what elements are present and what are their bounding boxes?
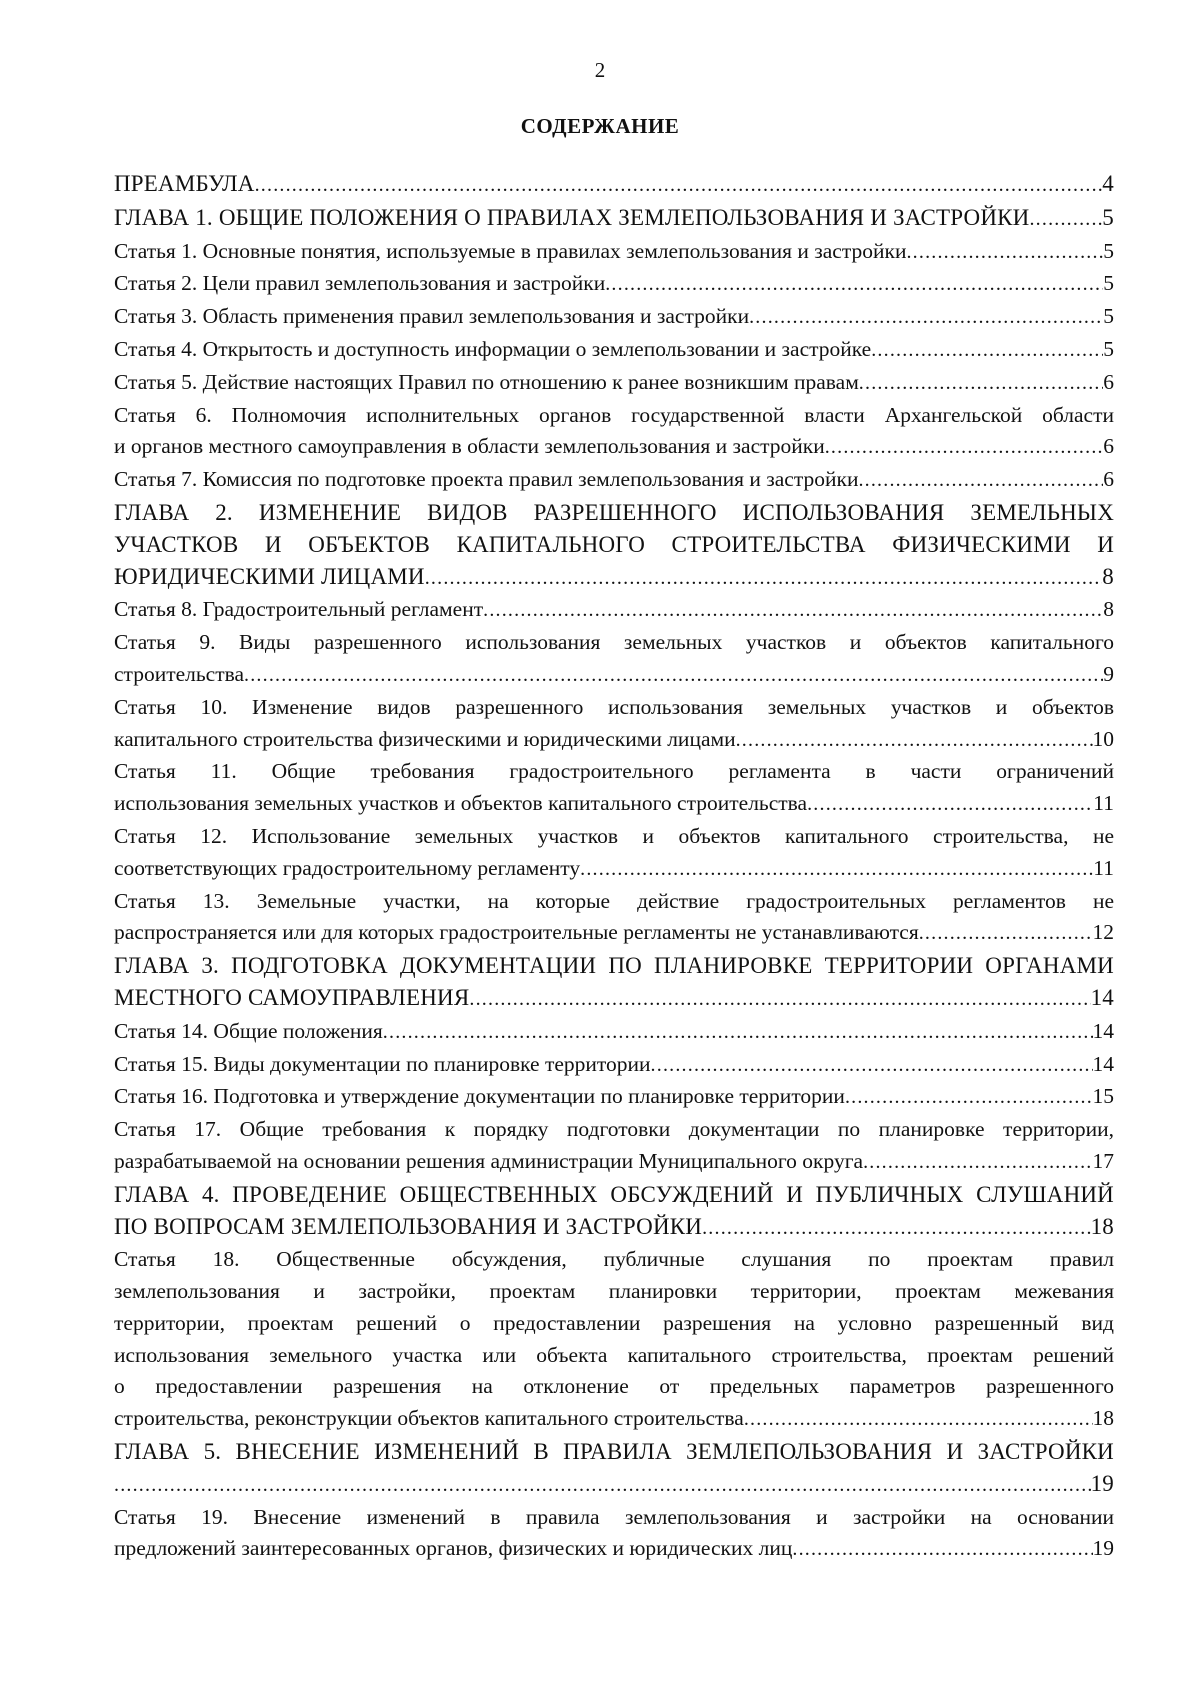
toc-entry-page-number: 4 [1102, 171, 1114, 196]
toc-entry-line: территории, проектам решений о предоставлении разрешения на условно разрешенный вид [114, 1310, 1114, 1335]
toc-entry-title: ЮРИДИЧЕСКИМИ ЛИЦАМИ [114, 563, 425, 589]
toc-entry-last-line [114, 268, 1114, 301]
toc-entry-line: ГЛАВА 3. ПОДГОТОВКА ДОКУМЕНТАЦИИ ПО ПЛАНИРОВКЕ ТЕРРИТОРИИ ОРГАНАМИ [114, 953, 1114, 979]
toc-entry[interactable] [114, 168, 1114, 202]
toc-entry-line: Статья 17. Общие требования к порядку подготовки документации по планировке территории, [114, 1117, 1114, 1142]
toc-entry[interactable] [114, 367, 1114, 400]
toc-entry[interactable] [114, 594, 1114, 627]
toc-entry[interactable] [114, 756, 1114, 821]
leader-dots [244, 660, 1103, 692]
toc-entry-line: Статья 13. Земельные участки, на которые действие градостроительных регламентов не [114, 888, 1114, 913]
toc-entry-title: Статья 8. Градостроительный регламент [114, 597, 484, 622]
toc-entry-page-number: 18 [1092, 1406, 1114, 1431]
toc-entry-last-line [114, 1049, 1114, 1082]
toc-entry-last-line [114, 1533, 1114, 1566]
toc-entry-last-line [114, 334, 1114, 367]
leader-dots [702, 1213, 1090, 1245]
leader-dots [483, 595, 1103, 627]
toc-entry-title: Статья 14. Общие положения [114, 1018, 383, 1043]
toc-entry-page-number: 5 [1103, 304, 1114, 329]
toc-entry[interactable] [114, 202, 1114, 236]
toc-entry-title: Статья 4. Открытость и доступность информации о землепользовании и застройке [114, 336, 872, 361]
toc-entry-last-line [114, 202, 1114, 236]
toc-entry-last-line [114, 788, 1114, 821]
toc-entry-page-number: 6 [1103, 369, 1114, 394]
toc-entry-title: Статья 2. Цели правил землепользования и застройки [114, 271, 606, 296]
toc-entry-line: Статья 6. Полномочия исполнительных органов государственной власти Архангельской области [114, 402, 1114, 427]
toc-entry-page-number: 12 [1092, 920, 1114, 945]
toc-entry-last-line [114, 1468, 1114, 1502]
toc-entry[interactable] [114, 627, 1114, 692]
toc-entry-line: ГЛАВА 5. ВНЕСЕНИЕ ИЗМЕНЕНИЙ В ПРАВИЛА ЗЕМЛЕПОЛЬЗОВАНИЯ И ЗАСТРОЙКИ [114, 1439, 1114, 1465]
toc-entry-page-number: 18 [1090, 1213, 1114, 1239]
toc-entry[interactable] [114, 464, 1114, 497]
toc-entry-line: ГЛАВА 4. ПРОВЕДЕНИЕ ОБЩЕСТВЕННЫХ ОБСУЖДЕНИЙ И ПУБЛИЧНЫХ СЛУШАНИЙ [114, 1181, 1114, 1207]
toc-heading: СОДЕРЖАНИЕ [520, 114, 680, 138]
leader-dots [749, 302, 1103, 334]
toc-entry[interactable] [114, 497, 1114, 594]
toc-entry-last-line [114, 982, 1114, 1016]
leader-dots [425, 563, 1103, 595]
toc-entry-title: МЕСТНОГО САМОУПРАВЛЕНИЯ [114, 984, 470, 1010]
toc-entry-line: использования земельного участка или объекта капитального строительства, проектам решений [114, 1342, 1114, 1367]
toc-entry-title: капитального строительства физическими и юридическими лицами [114, 726, 736, 751]
toc-entry-last-line [114, 1016, 1114, 1049]
toc-entry-title: Статья 15. Виды документации по планировке территории [114, 1051, 651, 1076]
toc-entry[interactable] [114, 1436, 1114, 1502]
toc-entry-title: и органов местного самоуправления в области землепользования и застройки [114, 434, 825, 459]
toc-entry-page-number: 8 [1103, 597, 1114, 622]
toc-entry-last-line [114, 168, 1114, 202]
toc-entry-last-line [114, 1211, 1114, 1245]
toc-entry[interactable] [114, 886, 1114, 951]
leader-dots [383, 1017, 1093, 1049]
leader-dots [744, 1404, 1093, 1436]
leader-dots [114, 1470, 1091, 1502]
leader-dots [651, 1050, 1093, 1082]
leader-dots [605, 269, 1103, 301]
leader-dots [863, 1147, 1092, 1179]
toc-entry-title: использования земельных участков и объектов капитального строительства [114, 791, 808, 816]
toc-entry-page-number: 14 [1092, 1018, 1114, 1043]
toc-entry-page-number: 8 [1102, 563, 1114, 589]
leader-dots [845, 1082, 1093, 1114]
toc-entry-last-line [114, 1081, 1114, 1114]
leader-dots [871, 335, 1103, 367]
toc-entry-line: Статья 11. Общие требования градостроительного регламента в части ограничений [114, 759, 1114, 784]
toc-entry-title: соответствующих градостроительному регламенту [114, 855, 581, 880]
toc-entry[interactable] [114, 301, 1114, 334]
toc-entry-page-number: 6 [1103, 467, 1114, 492]
toc-entry-page-number: 14 [1090, 984, 1114, 1010]
toc-entry-last-line [114, 917, 1114, 950]
toc-entry[interactable] [114, 1016, 1114, 1049]
toc-entry[interactable] [114, 1114, 1114, 1179]
toc-entry-line: Статья 12. Использование земельных участков и объектов капитального строительства, не [114, 823, 1114, 848]
toc-entry-title: Статья 5. Действие настоящих Правил по отношению к ранее возникшим правам [114, 369, 859, 394]
toc-entry-title: ПРЕАМБУЛА [114, 171, 255, 196]
toc-entry-page-number: 5 [1103, 238, 1114, 263]
toc-entry-page-number: 11 [1093, 791, 1114, 816]
leader-dots [859, 368, 1103, 400]
toc-entry[interactable] [114, 1049, 1114, 1082]
toc-entry-last-line [114, 594, 1114, 627]
toc-entry-last-line [114, 561, 1114, 595]
toc-entry-line: Статья 9. Виды разрешенного использования земельных участков и объектов капитального [114, 630, 1114, 655]
toc-entry-title: Статья 7. Комиссия по подготовке проекта правил землепользования и застройки [114, 467, 859, 492]
toc-entry-last-line [114, 853, 1114, 886]
toc-entry-line: УЧАСТКОВ И ОБЪЕКТОВ КАПИТАЛЬНОГО СТРОИТЕЛЬСТВА ФИЗИЧЕСКИМИ И [114, 531, 1114, 557]
toc-entry-title: предложений заинтересованных органов, физических и юридических лиц [114, 1536, 793, 1561]
leader-dots [792, 1534, 1092, 1566]
toc-entry[interactable] [114, 1179, 1114, 1245]
leader-dots [580, 854, 1093, 886]
toc-entry-line: землепользования и застройки, проектам планировки территории, проектам межевания [114, 1279, 1114, 1304]
toc-entry-last-line [114, 301, 1114, 334]
toc-entry-last-line [114, 431, 1114, 464]
toc-entry[interactable] [114, 1081, 1114, 1114]
toc-entry-title: разрабатываемой на основании решения администрации Муниципального округа [114, 1148, 864, 1173]
leader-dots [255, 170, 1103, 202]
toc-entry[interactable] [114, 692, 1114, 757]
leader-dots [825, 432, 1104, 464]
toc-entry-page-number: 14 [1092, 1051, 1114, 1076]
toc-entry-line: Статья 18. Общественные обсуждения, публичные слушания по проектам правил [114, 1247, 1114, 1272]
toc-entry-title: ГЛАВА 1. ОБЩИЕ ПОЛОЖЕНИЯ О ПРАВИЛАХ ЗЕМЛЕПОЛЬЗОВАНИЯ И ЗАСТРОЙКИ [114, 204, 1030, 230]
toc-entry-last-line [114, 367, 1114, 400]
toc-entry-title: строительства [114, 661, 245, 686]
toc-entry-line: Статья 19. Внесение изменений в правила землепользования и застройки на основании [114, 1504, 1114, 1529]
leader-dots [469, 984, 1090, 1016]
toc-entry-page-number: 15 [1092, 1084, 1114, 1109]
toc-entry-title: ПО ВОПРОСАМ ЗЕМЛЕПОЛЬЗОВАНИЯ И ЗАСТРОЙКИ [114, 1213, 703, 1239]
toc-entry-page-number: 5 [1103, 336, 1114, 361]
toc-entry-title: строительства, реконструкции объектов капитального строительства [114, 1406, 744, 1431]
leader-dots [919, 918, 1093, 950]
toc-entry-page-number: 5 [1102, 204, 1114, 230]
toc-entry[interactable] [114, 268, 1114, 301]
toc-entry-page-number: 10 [1092, 726, 1114, 751]
toc-entry-page-number: 19 [1092, 1536, 1114, 1561]
toc-entry-last-line [114, 464, 1114, 497]
toc-entry-title: Статья 16. Подготовка и утверждение документации по планировке территории [114, 1084, 845, 1109]
toc-entry-last-line [114, 236, 1114, 269]
toc-entry-page-number: 6 [1103, 434, 1114, 459]
toc-entry[interactable] [114, 1502, 1114, 1567]
leader-dots [807, 789, 1093, 821]
toc-entry[interactable] [114, 236, 1114, 269]
toc-entry-page-number: 5 [1103, 271, 1114, 296]
toc-entry-page-number: 11 [1093, 855, 1114, 880]
leader-dots [1029, 204, 1102, 236]
toc-entry-last-line [114, 1146, 1114, 1179]
toc-entry-line: ГЛАВА 2. ИЗМЕНЕНИЕ ВИДОВ РАЗРЕШЕННОГО ИСПОЛЬЗОВАНИЯ ЗЕМЕЛЬНЫХ [114, 499, 1114, 525]
toc-entry[interactable] [114, 821, 1114, 886]
toc-entry-page-number: 9 [1103, 661, 1114, 686]
toc-entry-line: о предоставлении разрешения на отклонение от предельных параметров разрешенного [114, 1374, 1114, 1399]
toc-entry-title: распространяется или для которых градостроительные регламенты не устанавливаются [114, 920, 919, 945]
toc-entry[interactable] [114, 334, 1114, 367]
toc-entry-page-number: 19 [1090, 1470, 1114, 1496]
toc-entry-page-number: 17 [1092, 1148, 1114, 1173]
toc-entry[interactable] [114, 950, 1114, 1016]
leader-dots [858, 465, 1103, 497]
toc-entry-last-line [114, 724, 1114, 757]
toc-entry-line: Статья 10. Изменение видов разрешенного использования земельных участков и объектов [114, 694, 1114, 719]
toc-entry-last-line [114, 659, 1114, 692]
table-of-contents [114, 168, 1114, 1566]
toc-entry-last-line [114, 1403, 1114, 1436]
leader-dots [906, 237, 1103, 269]
toc-entry-title: Статья 3. Область применения правил землепользования и застройки [114, 304, 750, 329]
toc-entry[interactable] [114, 1244, 1114, 1436]
leader-dots [736, 725, 1093, 757]
toc-entry-title: Статья 1. Основные понятия, используемые в правилах землепользования и застройки [114, 238, 907, 263]
toc-entry[interactable] [114, 400, 1114, 465]
page-number: 2 [594, 58, 606, 82]
